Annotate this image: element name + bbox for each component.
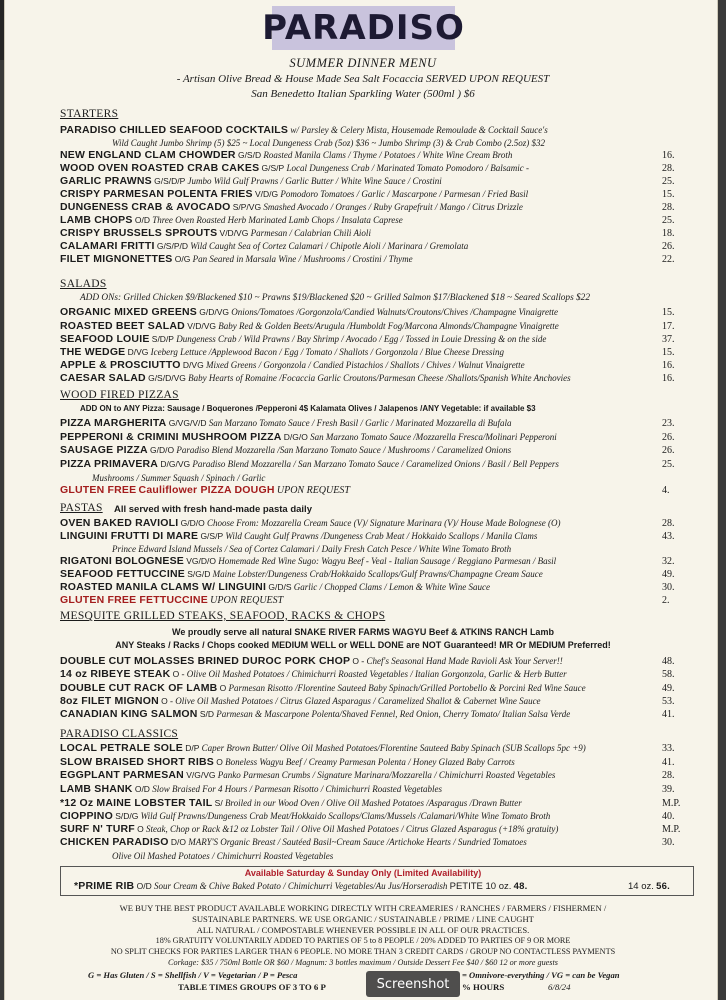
dish-name: PEPPERONI & CRIMINI MUSHROOM PIZZA xyxy=(60,431,282,443)
dish-name: FILET MIGNONETTES xyxy=(60,253,173,265)
dish-name: *12 Oz MAINE LOBSTER TAIL xyxy=(60,797,213,809)
dish-price: 26. xyxy=(662,432,675,443)
dish-description: Garlic / Chopped Clams / Lemon & White Wine Sauce xyxy=(293,582,490,592)
primavera-continued: Mushrooms / Summer Squash / Spinach / Garlic xyxy=(92,473,266,483)
grill-row xyxy=(60,682,680,695)
pasta-note: All served with fresh hand-made pasta daily xyxy=(114,504,312,515)
dish-description: Local Dungeness Crab / Marinated Tomato Pomodoro / Balsamic - xyxy=(286,163,530,173)
dish-description: Choose From: Mozzarella Cream Sauce (V)/ Signature Marinara (V)/ House Made Bolognese (O) xyxy=(206,518,561,528)
dietary-code: O xyxy=(219,683,227,693)
dish-name: CALAMARI FRITTI xyxy=(60,240,155,252)
dietary-code: D/P xyxy=(185,743,200,753)
prime-rib-code: O/D xyxy=(136,881,152,891)
dish-description: Paradiso Blend Mozzarella / San Marzano Tomato Sauce / Caramelized Onions / Basil / Bell Peppers xyxy=(192,459,559,469)
classic-row xyxy=(60,836,680,849)
starter-row xyxy=(60,214,680,227)
salad-row xyxy=(60,346,680,359)
dish-name: GARLIC PRAWNS xyxy=(60,175,152,187)
dish-description: Baby Red & Golden Beets/Arugula /Humboldt Fog/Marcona Almonds/Champagne Vinaigrette xyxy=(218,321,559,331)
dish-description: - Olive Oil Mashed Potatoes / Chimichurri Roasted Vegetables / Italian Gorgonzola, Garlic & Herb Butter xyxy=(181,669,567,679)
dish-name: NEW ENGLAND CLAM CHOWDER xyxy=(60,149,236,161)
dish-price: M.P. xyxy=(662,824,681,835)
dish-price: 23. xyxy=(662,418,675,429)
dish-name: LAMB SHANK xyxy=(60,783,133,795)
grill-row xyxy=(60,655,680,668)
dish-name: SEAFOOD LOUIE xyxy=(60,333,150,345)
dish-price: 25. xyxy=(662,215,675,226)
dietary-code: G/D/O xyxy=(150,445,175,455)
intro-water: San Benedetto Italian Sparkling Water (500ml ) $6 xyxy=(251,88,475,100)
dish-name: ORGANIC MIXED GREENS xyxy=(60,306,198,318)
dietary-code: D/VG xyxy=(182,360,204,370)
dish-name: DOUBLE CUT MOLASSES BRINED DUROC PORK CHOP xyxy=(60,655,351,667)
footer-line-4: 18% GRATUITY VOLUNTARILY ADDED TO PARTIES OF 5 to 8 PEOPLE / 20% ADDED TO PARTIES OF 9 OR MORE xyxy=(155,936,571,945)
dish-price: 25. xyxy=(662,459,675,470)
dish-name: EGGPLANT PARMESAN xyxy=(60,769,184,781)
menu-date: 6/8/24 xyxy=(548,982,571,992)
gf-pizza-desc: UPON REQUEST xyxy=(276,485,350,496)
dish-description: Slow Braised For 4 Hours / Parmesan Risotto / Chimichurri Roasted Vegetables xyxy=(152,784,442,794)
dish-name: 8oz FILET MIGNON xyxy=(60,695,159,707)
prime-availability: Available Saturday & Sunday Only (Limited Availability) xyxy=(244,868,482,878)
dish-price: 53. xyxy=(662,696,675,707)
pasta-row xyxy=(60,555,680,568)
classic-row xyxy=(60,810,680,823)
dish-name: SLOW BRAISED SHORT RIBS xyxy=(60,756,214,768)
prime-rib-row xyxy=(74,880,684,893)
pizza-row xyxy=(60,417,680,430)
salad-row xyxy=(60,306,680,319)
dish-price: 28. xyxy=(662,163,675,174)
gf-pasta-price: 2. xyxy=(662,595,670,606)
starter-row xyxy=(60,149,680,162)
dietary-code: O xyxy=(137,824,144,834)
chicken-continued: Olive Oil Mashed Potatoes / Chimichurri Roasted Vegetables xyxy=(112,851,334,861)
section-starters-heading: STARTERS xyxy=(60,108,119,120)
dish-price: 40. xyxy=(662,811,675,822)
dish-price: 15. xyxy=(662,189,675,200)
grill-note-doneness: ANY Steaks / Racks / Chops cooked MEDIUM WELL or WELL DONE are NOT Guaranteed! MR Or MEDIUM Preferred! xyxy=(115,640,611,650)
pasta-row xyxy=(60,581,680,594)
dish-price: 58. xyxy=(662,669,675,680)
dish-description: Wild Caught Gulf Prawns /Dungeness Crab Meat / Hokkaido Scallops / Manila Clams xyxy=(225,531,538,541)
dish-name: CRISPY BRUSSELS SPROUTS xyxy=(60,227,218,239)
dish-name: THE WEDGE xyxy=(60,346,126,358)
footer-line-5: NO SPLIT CHECKS FOR PARTIES LARGER THAN 6 PEOPLE. NO MORE THAN 3 CREDIT CARDS / GROUP NO CONTACTLESS PAYMENTS xyxy=(110,947,616,956)
prime-rib-desc: Sour Cream & Chive Baked Potato / Chimichurri Vegetables/Au Jus/Horseradish xyxy=(153,881,448,891)
dish-description: Pan Seared in Marsala Wine / Mushrooms / Crostini / Thyme xyxy=(192,254,413,264)
dish-price: 28. xyxy=(662,518,675,529)
section-salads-heading: SALADS xyxy=(60,278,107,290)
dish-price: 16. xyxy=(662,360,675,371)
starter-row xyxy=(60,124,680,137)
grill-row xyxy=(60,708,680,721)
prime-rib-petite: PETITE 10 oz. xyxy=(449,881,512,892)
dietary-code: G/D/S xyxy=(268,582,292,592)
dish-name: CRISPY PARMESAN POLENTA FRIES xyxy=(60,188,253,200)
dish-description: Broiled in our Wood Oven / Olive Oil Mashed Potatoes /Asparagus /Drawn Butter xyxy=(224,798,522,808)
dietary-code: O xyxy=(172,669,180,679)
dish-name: SAUSAGE PIZZA xyxy=(60,444,148,456)
menu-subtitle: SUMMER DINNER MENU xyxy=(289,56,437,70)
dietary-code: G/S/P xyxy=(261,163,285,173)
dish-name: ROASTED MANILA CLAMS W/ LINGUINI xyxy=(60,581,267,593)
dish-description: Three Oven Roasted Herb Marinated Lamb Chops / Insalata Caprese xyxy=(152,215,403,225)
starter-row xyxy=(60,227,680,240)
dietary-code: G/S/D/VG xyxy=(148,373,186,383)
dietary-code: O xyxy=(216,757,223,767)
dish-name: CIOPPINO xyxy=(60,810,113,822)
table-times-right: % HOURS xyxy=(462,982,505,992)
dietary-code: S/D/G xyxy=(115,811,139,821)
gluten-free-pizza-row xyxy=(60,484,680,497)
pasta-row xyxy=(60,517,680,530)
restaurant-logo xyxy=(262,6,465,50)
dish-name: CANADIAN KING SALMON xyxy=(60,708,198,720)
classic-row xyxy=(60,756,680,769)
starter-row xyxy=(60,162,680,175)
dish-price: 25. xyxy=(662,176,675,187)
intro-bread: - Artisan Olive Bread & House Made Sea Salt Focaccia SERVED UPON REQUEST xyxy=(176,73,550,85)
dish-price: 37. xyxy=(662,334,675,345)
dish-description: Paradiso Blend Mozzarella /San Marzano Tomato Sauce / Mushrooms / Caramelized Onions xyxy=(176,445,512,455)
dish-price: 30. xyxy=(662,582,675,593)
gf-pizza-name: Cauliflower PIZZA DOUGH xyxy=(138,484,275,496)
dish-description: Caper Brown Butter/ Olive Oil Mashed Potatoes/Florentine Sauteed Baby Spinach (SUB Scallops 5pc +9) xyxy=(201,743,586,753)
dish-name: 14 oz RIBEYE STEAK xyxy=(60,668,171,680)
dietary-code: O/D xyxy=(134,784,150,794)
prime-rib-petite-price: 48. xyxy=(513,881,528,892)
salad-addons: ADD ONs: Grilled Chicken $9/Blackened $10 ~ Prawns $19/Blackened $20 ~ Grilled Salmon $17/Blackened $18 ~ Seared Scallops $22 xyxy=(80,293,590,303)
dish-price: 33. xyxy=(662,743,675,754)
salad-row xyxy=(60,359,680,372)
grill-note-farms: We proudly serve all natural SNAKE RIVER FARMS WAGYU Beef & ATKINS RANCH Lamb xyxy=(172,627,554,637)
dietary-code: S/P/VG xyxy=(232,202,262,212)
dish-price: 49. xyxy=(662,683,675,694)
dietary-code: O xyxy=(161,696,168,706)
dish-name: DOUBLE CUT RACK OF LAMB xyxy=(60,682,218,694)
dish-price: 26. xyxy=(662,445,675,456)
dish-description: Parmesan Risotto /Florentine Sauteed Baby Spinach/Grilled Portobello & Porcini Red Wine Sauce xyxy=(228,683,586,693)
dish-price: 28. xyxy=(662,770,675,781)
dietary-code: S/D/P xyxy=(151,334,174,344)
dish-description: Pomodoro Tomatoes / Garlic / Mascarpone / Parmesan / Fried Basil xyxy=(280,189,529,199)
dietary-code: S/G/D xyxy=(187,569,211,579)
dish-description: - Chef's Seasonal Hand Made Ravioli Ask Your Server!! xyxy=(361,656,563,666)
dish-name: DUNGENESS CRAB & AVOCADO xyxy=(60,201,231,213)
pizza-row xyxy=(60,444,680,457)
footer-line-3: ALL NATURAL / COMPOSTABLE WHENEVER POSSIBLE IN ALL OF OUR PRACTICES. xyxy=(196,925,530,935)
dish-description: Wild Caught Sea of Cortez Calamari / Chipotle Aioli / Marinara / Gremolata xyxy=(190,241,469,251)
dish-price: 48. xyxy=(662,656,675,667)
dish-description: Baby Hearts of Romaine /Focaccia Garlic Croutons/Parmesan Cheese /Shallots/Spanish White Anchovies xyxy=(188,373,571,383)
dietary-code: O/G xyxy=(174,254,191,264)
dish-name: PIZZA MARGHERITA xyxy=(60,417,167,429)
table-times-left: TABLE TIMES GROUPS OF 3 TO 6 P xyxy=(178,982,326,992)
dish-price: 28. xyxy=(662,202,675,213)
section-grill-heading: MESQUITE GRILLED STEAKS, SEAFOOD, RACKS & CHOPS xyxy=(60,610,386,622)
dish-price: 16. xyxy=(662,373,675,384)
prime-rib-name: *PRIME RIB xyxy=(74,880,135,892)
dish-name: APPLE & PROSCIUTTO xyxy=(60,359,181,371)
classic-row xyxy=(60,742,680,755)
classic-row xyxy=(60,797,680,810)
gf-pizza-label: GLUTEN FREE xyxy=(60,484,137,496)
starter-row xyxy=(60,175,680,188)
dish-name: LOCAL PETRALE SOLE xyxy=(60,742,183,754)
dish-name: CHICKEN PARADISO xyxy=(60,836,169,848)
section-pizzas-heading: WOOD FIRED PIZZAS xyxy=(60,389,179,401)
gf-pasta-desc: UPON REQUEST xyxy=(210,595,284,606)
dietary-code: V/G/VG xyxy=(186,770,216,780)
classic-row xyxy=(60,783,680,796)
prime-rib-full-price: 56. xyxy=(656,881,670,892)
dietary-code: G/D/O xyxy=(180,518,205,528)
dish-description: MARY'S Organic Breast / Sautéed Basil~Cream Sauce /Artichoke Hearts / Sundried Tomatoes xyxy=(188,837,527,847)
prime-rib-full-row xyxy=(628,880,694,893)
classic-row xyxy=(60,769,680,782)
dish-description: Parmesan / Calabrian Chili Aioli xyxy=(250,228,371,238)
starter-row xyxy=(60,188,680,201)
dish-description: Steak, Chop or Rack &12 oz Lobster Tail / Olive Oil Mashed Potatoes / Citrus Glazed Asparagus (+18% gratuity) xyxy=(146,824,559,834)
dietary-code: O xyxy=(352,656,360,666)
dish-description: Boneless Wagyu Beef / Creamy Parmesan Polenta / Honey Glazed Baby Carrots xyxy=(225,757,515,767)
dietary-code: VG/D/O xyxy=(186,556,216,566)
dietary-code: G/S/D/P xyxy=(154,176,186,186)
dish-price: 30. xyxy=(662,837,675,848)
dish-description: Mixed Greens / Gorgonzola / Candied Pistachios / Shallots / Chives / Walnut Vinaigrette xyxy=(205,360,525,370)
pizza-row xyxy=(60,431,680,444)
pasta-row xyxy=(60,568,680,581)
starter-row xyxy=(60,201,680,214)
dish-description: Dungeness Crab / Wild Prawns / Bay Shrimp / Avocado / Egg / Tossed in Louie Dressing & on the side xyxy=(176,334,547,344)
salad-row xyxy=(60,333,680,346)
salad-row xyxy=(60,372,680,385)
dietary-code: G/D/VG xyxy=(199,307,230,317)
dish-price: 15. xyxy=(662,347,675,358)
dietary-code: V/D/VG xyxy=(187,321,217,331)
salad-row xyxy=(60,320,680,333)
dish-price: 41. xyxy=(662,757,675,768)
section-classics-heading: PARADISO CLASSICS xyxy=(60,728,179,740)
footer-line-2: SUSTAINABLE PARTNERS. WE USE ORGANIC / SUSTAINABLE / PRIME / LINE CAUGHT xyxy=(192,914,534,924)
gf-pizza-price: 4. xyxy=(662,485,670,496)
dish-name: CAESAR SALAD xyxy=(60,372,146,384)
dietary-code: O/D xyxy=(134,215,150,225)
dietary-code: G/S/P xyxy=(200,531,224,541)
dish-name: ROASTED BEET SALAD xyxy=(60,320,185,332)
dish-price: M.P. xyxy=(662,798,681,809)
dish-price: 49. xyxy=(662,569,675,580)
dish-description: Maine Lobster/Dungeness Crab/Hokkaido Scallops/Gulf Prawns/Champagne Cream Sauce xyxy=(212,569,543,579)
dish-description: Jumbo Wild Gulf Prawns / Garlic Butter / White Wine Sauce / Crostini xyxy=(187,176,442,186)
pizza-row xyxy=(60,458,680,471)
dish-description: Homemade Red Wine Sugo: Wagyu Beef - Veal - Italian Sausage / Reggiano Parmesan / Basil xyxy=(218,556,557,566)
dish-name: WOOD OVEN ROASTED CRAB CAKES xyxy=(60,162,260,174)
dish-description: Smashed Avocado / Oranges / Ruby Grapefruit / Mango / Citrus Drizzle xyxy=(263,202,523,212)
dish-price: 32. xyxy=(662,556,675,567)
frutti-continued: Prince Edward Island Mussels / Sea of Cortez Calamari / Daily Fresh Catch Pesce / White Wine Tomato Broth xyxy=(112,544,512,554)
footer-line-6: Corkage: $35 / 750ml Bottle OR $60 / Magnum: 3 bottles maximum / Outside Dessert Fee $40 / $60 12 or more guests xyxy=(168,958,558,967)
starter-row xyxy=(60,253,680,266)
dietary-code: S/ xyxy=(214,798,223,808)
dish-name: PIZZA PRIMAVERA xyxy=(60,458,159,470)
legend-right: = Omnivore-everything / VG = can be Vegan xyxy=(462,970,620,980)
dietary-code: V/D/VG xyxy=(219,228,249,238)
legend-left: G = Has Gluten / S = Shellfish / V = Vegetarian / P = Pesca xyxy=(88,970,298,980)
dish-description: Iceberg Lettuce /Applewood Bacon / Egg / Tomato / Shallots / Gorgonzola / Blue Cheese Dressing xyxy=(150,347,505,357)
dietary-code: D/O xyxy=(170,837,186,847)
grill-row xyxy=(60,668,680,681)
cocktail-options: Wild Caught Jumbo Shrimp (5) $25 ~ Local Dungeness Crab (5oz) $36 ~ Jumbo Shrimp (3) & Crab Combo (2.5oz) $32 xyxy=(112,138,545,148)
dietary-code: D/VG xyxy=(127,347,149,357)
dish-name: LINGUINI FRUTTI DI MARE xyxy=(60,530,199,542)
dish-name: RIGATONI BOLOGNESE xyxy=(60,555,184,567)
dish-name: SURF N' TURF xyxy=(60,823,135,835)
footer-line-1: WE BUY THE BEST PRODUCT AVAILABLE WORKING DIRECTLY WITH CREAMERIES / RANCHES / FARMERS / FISHERMEN / xyxy=(119,903,607,913)
dish-price: 39. xyxy=(662,784,675,795)
dish-name: PARADISO CHILLED SEAFOOD COCKTAILS xyxy=(60,124,289,136)
gf-pasta-name: GLUTEN FREE FETTUCCINE xyxy=(60,594,208,606)
dish-name: OVEN BAKED RAVIOLI xyxy=(60,517,179,529)
logo-text: PARADISO xyxy=(262,8,465,48)
pizza-addons: ADD ON to ANY Pizza: Sausage / Boquerones /Pepperoni 4$ Kalamata Olives / Jalapenos /ANY Vegetable: if available $3 xyxy=(80,404,536,413)
screenshot-watermark: Screenshot xyxy=(366,971,460,997)
section-pastas-heading: PASTAS xyxy=(60,502,103,514)
dish-description: w/ Parsley & Celery Mista, Housemade Remoulade & Cocktail Sauce's xyxy=(290,125,548,135)
pasta-row xyxy=(60,530,680,543)
dish-price: 26. xyxy=(662,241,675,252)
dish-price: 41. xyxy=(662,709,675,720)
gluten-free-pasta-row xyxy=(60,594,680,607)
dish-price: 15. xyxy=(662,307,675,318)
starter-row xyxy=(60,240,680,253)
dish-description: - Olive Oil Mashed Potatoes / Citrus Glazed Asparagus / Caramelized Shallot & Cabernet Wine Sauce xyxy=(170,696,541,706)
classic-row xyxy=(60,823,680,836)
dish-description: Panko Parmesan Crumbs / Signature Marinara/Mozzarella / Chimichurri Roasted Vegetables xyxy=(217,770,556,780)
dish-price: 16. xyxy=(662,150,675,161)
dish-description: Wild Gulf Prawns/Dungeness Crab Meat/Hokkaido Scallops/Clams/Mussels /Calamari/White Wine Tomato Broth xyxy=(140,811,551,821)
dietary-code: S/D xyxy=(199,709,214,719)
dish-description: Roasted Manila Clams / Thyme / Potatoes / White Wine Cream Broth xyxy=(263,150,513,160)
dietary-code: D/G/VG xyxy=(160,459,191,469)
dish-name: SEAFOOD FETTUCCINE xyxy=(60,568,185,580)
grill-row xyxy=(60,695,680,708)
dietary-code: G/VG/V/D xyxy=(168,418,207,428)
dish-description: San Marzano Tomato Sauce /Mozzarella Fresca/Molinari Pepperoni xyxy=(310,432,557,442)
dish-price: 22. xyxy=(662,254,675,265)
dietary-code: G/S/D xyxy=(237,150,262,160)
dish-description: Parmesan & Mascarpone Polenta/Shaved Fennel, Red Onion, Cherry Tomato/ Italian Salsa Verde xyxy=(216,709,571,719)
dish-price: 18. xyxy=(662,228,675,239)
dish-price: 17. xyxy=(662,321,675,332)
prime-rib-full: 14 oz. xyxy=(628,881,654,892)
dish-price: 43. xyxy=(662,531,675,542)
dish-description: Onions/Tomatoes /Gorgonzola/Candied Walnuts/Croutons/Chives /Champagne Vinaigrette xyxy=(231,307,558,317)
dietary-code: D/G/O xyxy=(283,432,308,442)
dietary-code: V/D/G xyxy=(254,189,279,199)
dietary-code: G/S/P/D xyxy=(156,241,189,251)
dish-description: San Marzano Tomato Sauce / Fresh Basil / Garlic / Marinated Mozzarella di Bufala xyxy=(208,418,512,428)
dish-name: LAMB CHOPS xyxy=(60,214,133,226)
